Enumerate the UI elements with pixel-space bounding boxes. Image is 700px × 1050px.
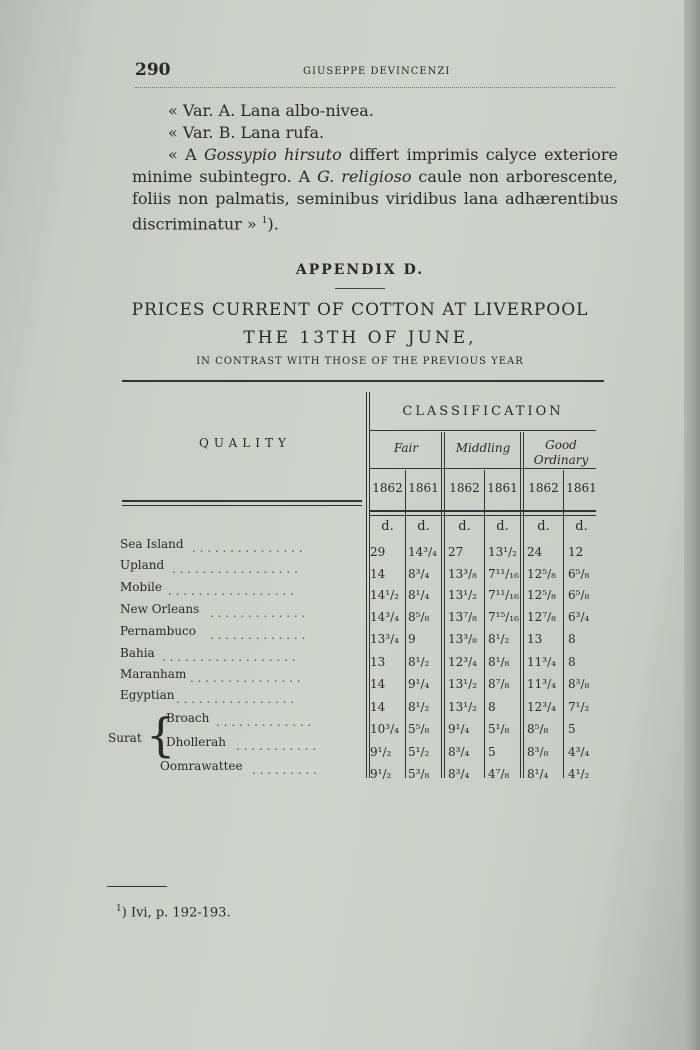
table-cell: 14³/₄ xyxy=(408,545,437,559)
header-bottom-rule-1 xyxy=(122,500,362,502)
table-cell: 27 xyxy=(448,545,464,559)
table-cell: 4³/₄ xyxy=(568,745,590,759)
table-cell: 8⁵/₈ xyxy=(527,722,549,736)
unit-label: d. xyxy=(417,519,430,534)
table-cell: 14¹/₂ xyxy=(370,588,399,602)
table-cell: 9¹/₄ xyxy=(448,722,470,736)
year-header: 1861 xyxy=(566,481,597,495)
row-label: Egyptian xyxy=(120,688,175,702)
leader-dots: . . . . . . . . . xyxy=(252,763,317,777)
book-spine-shadow xyxy=(684,0,700,1050)
unit-label: d. xyxy=(496,519,509,534)
table-cell: 8⁵/₈ xyxy=(408,610,430,624)
footnote-text: ) Ivi, p. 192-193. xyxy=(121,905,231,921)
leader-dots: . . . . . . . . . . . . . . . . . xyxy=(168,584,294,598)
leader-dots: . . . . . . . . . . . . . . . xyxy=(190,671,301,685)
body-line: « Var. A. Lana albo-nivea. xyxy=(168,101,374,120)
table-cell: 5 xyxy=(488,745,496,759)
table-cell: 9 xyxy=(408,632,416,646)
row-label: Oomrawattee xyxy=(160,759,243,773)
year-header: 1862 xyxy=(528,481,559,495)
body-italic-segment: G. religioso xyxy=(317,167,412,186)
classification-divider-right xyxy=(369,392,370,778)
table-caption: IN CONTRAST WITH THOSE OF THE PREVIOUS YEAR xyxy=(196,356,524,367)
table-cell: 8⁷/₈ xyxy=(488,677,510,691)
body-text-segment: ). xyxy=(267,214,279,234)
footnote-ref: 1 xyxy=(261,216,268,226)
table-title: PRICES CURRENT OF COTTON AT LIVERPOOL xyxy=(131,300,589,320)
table-cell: 4⁷/₈ xyxy=(488,767,510,781)
table-cell: 13¹/₂ xyxy=(448,700,477,714)
page-number: 290 xyxy=(135,60,171,80)
row-label: Maranham xyxy=(120,667,187,681)
table-cell: 12³/₄ xyxy=(527,700,556,714)
year-header: 1861 xyxy=(487,481,518,495)
group-divider-2a xyxy=(520,432,521,778)
table-cell: 8³/₈ xyxy=(527,745,549,759)
leader-dots: . . . . . . . . . . . . . xyxy=(210,606,306,620)
year-divider-3 xyxy=(563,470,564,778)
table-cell: 12 xyxy=(568,545,584,559)
group-header-middling: Middling xyxy=(455,441,511,455)
table-cell: 29 xyxy=(370,545,386,559)
table-cell: 8 xyxy=(568,632,576,646)
table-cell: 24 xyxy=(527,545,543,559)
page-header xyxy=(135,60,615,84)
row-label: Broach xyxy=(166,711,210,725)
surat-label: Surat xyxy=(108,731,142,745)
leader-dots: . . . . . . . . . . . . . xyxy=(216,715,312,729)
footnote-marker: 1 xyxy=(116,904,122,914)
table-cell: 8³/₄ xyxy=(448,745,470,759)
classification-rule xyxy=(370,430,596,431)
leader-dots: . . . . . . . . . . . . . . . . . . xyxy=(162,650,296,664)
unit-label: d. xyxy=(381,519,394,534)
classification-divider-left xyxy=(366,392,367,778)
row-label: Sea Island xyxy=(120,537,184,551)
table-top-rule xyxy=(122,380,604,382)
group-header-fair: Fair xyxy=(393,441,419,455)
table-cell: 11³/₄ xyxy=(527,677,556,691)
table-cell: 13³/₄ xyxy=(370,632,399,646)
table-cell: 7¹⁵/₁₆ xyxy=(488,610,519,624)
body-text xyxy=(132,100,618,235)
table-cell: 8¹/₄ xyxy=(527,767,549,781)
leader-dots: . . . . . . . . . . . . . xyxy=(210,628,306,642)
table-cell: 8³/₄ xyxy=(408,567,430,581)
table-cell: 13¹/₂ xyxy=(448,588,477,602)
year-header: 1861 xyxy=(408,481,439,495)
header-bottom-rule-2 xyxy=(122,505,362,506)
year-header: 1862 xyxy=(372,481,403,495)
row-label: Bahia xyxy=(120,646,155,660)
appendix-heading: APPENDIX D. xyxy=(295,262,425,278)
table-cell: 12⁵/₈ xyxy=(527,567,556,581)
table-cell: 6⁵/₈ xyxy=(568,567,590,581)
group-header-good-ordinary: Good Ordinary xyxy=(533,438,589,467)
year-divider-2 xyxy=(484,470,485,778)
appendix-rule xyxy=(335,288,385,289)
table-cell: 8¹/₂ xyxy=(488,632,510,646)
body-text-segment: caule non arborescente, foliis non palmatis, seminibus viridibus lana adhærentibus discriminatur » xyxy=(132,167,618,234)
table-cell: 8³/₄ xyxy=(448,767,470,781)
unit-label: d. xyxy=(458,519,471,534)
year-divider-1 xyxy=(405,470,406,778)
table-cell: 5¹/₂ xyxy=(408,745,430,759)
group-divider-1a xyxy=(441,432,442,778)
body-text-segment: « A xyxy=(168,145,204,164)
body-text-segment: differt imprimis calyce exteriore minime subintegro. A xyxy=(132,145,618,186)
header-rule xyxy=(135,87,615,88)
table-cell: 8 xyxy=(488,700,496,714)
row-label: Upland xyxy=(120,558,165,572)
table-cell: 8¹/₂ xyxy=(408,655,430,669)
body-italic-segment: Gossypio hirsuto xyxy=(203,145,342,164)
row-label: New Orleans xyxy=(120,602,200,616)
table-cell: 8¹/₂ xyxy=(408,700,430,714)
table-cell: 11³/₄ xyxy=(527,655,556,669)
table-cell: 12³/₄ xyxy=(448,655,477,669)
table-cell: 5³/₈ xyxy=(408,767,430,781)
table-cell: 8¹/₈ xyxy=(488,655,510,669)
table-cell: 13¹/₂ xyxy=(488,545,517,559)
table-cell: 5 xyxy=(568,722,576,736)
header-bottom-rule-3 xyxy=(370,510,596,512)
table-cell: 13 xyxy=(527,632,543,646)
table-cell: 12⁵/₈ xyxy=(527,588,556,602)
table-cell: 6³/₄ xyxy=(568,610,590,624)
group-rule xyxy=(370,468,596,469)
table-cell: 5¹/₈ xyxy=(488,722,510,736)
table-cell: 6⁵/₈ xyxy=(568,588,590,602)
table-cell: 9¹/₄ xyxy=(408,677,430,691)
unit-label: d. xyxy=(575,519,588,534)
table-cell: 8 xyxy=(568,655,576,669)
footnote xyxy=(116,904,231,920)
table-cell: 4¹/₂ xyxy=(568,767,590,781)
table-cell: 14 xyxy=(370,700,386,714)
table-cell: 9¹/₂ xyxy=(370,745,392,759)
row-label: Dhollerah xyxy=(166,735,226,749)
footnote-rule xyxy=(107,886,167,887)
running-head: GIUSEPPE DEVINCENZI xyxy=(303,66,451,77)
table-cell: 14 xyxy=(370,677,386,691)
table-cell: 13³/₈ xyxy=(448,567,477,581)
table-cell: 8³/₈ xyxy=(568,677,590,691)
table-cell: 9¹/₂ xyxy=(370,767,392,781)
table-cell: 10³/₄ xyxy=(370,722,399,736)
year-header: 1862 xyxy=(449,481,480,495)
leader-dots: . . . . . . . . . . . . . . . . xyxy=(176,692,295,706)
leader-dots: . . . . . . . . . . . . . . . . . xyxy=(172,562,298,576)
table-subtitle: THE 13TH OF JUNE, xyxy=(243,328,477,348)
unit-label: d. xyxy=(537,519,550,534)
table-cell: 14 xyxy=(370,567,386,581)
body-line: « Var. B. Lana rufa. xyxy=(168,123,325,142)
surat-brace: { xyxy=(146,708,176,762)
row-label: Pernambuco xyxy=(120,624,196,638)
table-cell: 7¹¹/₁₆ xyxy=(488,567,519,581)
body-paragraph xyxy=(132,144,618,235)
table-cell: 7¹/₂ xyxy=(568,700,590,714)
table-cell: 7¹¹/₁₆ xyxy=(488,588,519,602)
table-cell: 5⁵/₈ xyxy=(408,722,430,736)
leader-dots: . . . . . . . . . . . xyxy=(236,739,317,753)
row-label: Mobile xyxy=(120,580,162,594)
table-cell: 8¹/₄ xyxy=(408,588,430,602)
table-cell: 13³/₈ xyxy=(448,632,477,646)
classification-header: CLASSIFICATION xyxy=(402,404,564,419)
table-cell: 14³/₄ xyxy=(370,610,399,624)
leader-dots: . . . . . . . . . . . . . . . xyxy=(192,541,303,555)
quality-header: QUALITY xyxy=(199,436,291,450)
header-bottom-rule-4 xyxy=(370,515,596,516)
table-cell: 13 xyxy=(370,655,386,669)
table-cell: 12⁷/₈ xyxy=(527,610,556,624)
table-cell: 13¹/₂ xyxy=(448,677,477,691)
table-cell: 13⁷/₈ xyxy=(448,610,477,624)
